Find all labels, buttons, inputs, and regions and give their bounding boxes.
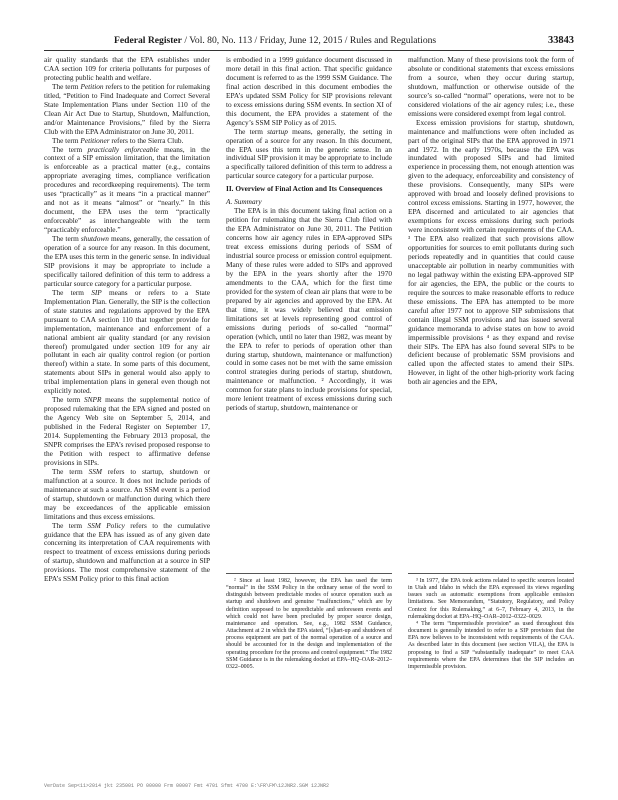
header-rule [44, 50, 574, 51]
defined-term: Petition [80, 81, 104, 91]
defined-term: startup [267, 126, 288, 136]
definition-lead: The term [52, 287, 92, 297]
defined-term: SIP [91, 287, 102, 297]
definition-lead: The term [52, 520, 88, 530]
defined-term: SSM Policy [87, 520, 125, 530]
definition-lead: The term [52, 81, 81, 91]
defined-term: SNPR [84, 395, 102, 405]
definition-text: means, generally, the setting in operation of a source for any reason. In this document, the EPA uses this term in the generic sense. In an individual SIP provision it may be appropriate to include a specifically tailored definition of this term to address a particular source category for a particular purpose. [226, 126, 392, 181]
footnote: ⁴ The term “impermissible provision” as used throughout this document is generally intended to refer to a SIP provision that the EPA now believes to be inconsistent with requirements of the CAA. As described later in this document (see section VII.A), the EPA is proposing to find a SIP “substantially inadequate” to meet CAA requirements where the EPA determines that the SIP includes an impermissible provision. [408, 620, 574, 670]
definition-paragraph [44, 289, 210, 396]
definition-paragraph [44, 468, 210, 522]
paragraph: air quality standards that the EPA establishes under CAA section 109 for criteria pollutants for purposes of protecting public health and welfare. [44, 55, 210, 82]
journal-title: Federal Register [114, 35, 182, 46]
definition-paragraph [44, 396, 210, 468]
definition-paragraph [44, 235, 210, 289]
summary-paragraph: The EPA is in this document taking final action on a petition for rulemaking that the Sierra Club filed with the EPA Administrator on June 30, 2011. The Petition concerns how air agency rules in EPA-approved SIPs treat excess emissions during periods of SSM of industrial source process or emission control equipment. Many of these rules were added to SIPs and approved by the EPA in the years shortly after the 1970 amendments to the CAA, which for the first time provided for the system of clean air plans that were to be prepared by air agencies and approved by the EPA. At that time, it was widely believed that emission limitations set at levels representing good control of emissions during periods of so-called “normal” operation (which, until no later than 1982, was meant by the EPA to refer to periods of operation other than during startup, shutdown, maintenance or malfunction) could in some cases not be met with the same emission control strategies during periods of startup, shutdown, maintenance or malfunction. ² Accordingly, it was common for state plans to include provisions for special, more lenient treatment of excess emissions during such periods of startup, shutdown, maintenance or [226, 206, 392, 413]
footnote: ² Since at least 1982, however, the EPA has used the term “normal” in the SSM Policy in the ordinary sense of the word to distinguish between predictable modes of source operation such as startup and shutdown and genuine “malfunctions,” which are by definition supposed to be unpredictable and unforeseen events and which could not have been precluded by proper source design, maintenance and operation. See, e.g., 1982 SSM Guidance, Attachment at 2 in which the EPA stated, “[s]tart-up and shutdown of process equipment are part of the normal operation of a source and should be accounted for in the design and implementation of the operating procedure for the process and control equipment.” The 1982 SSM Guidance is in the rulemaking docket at EPA–HQ–OAR–2012–0322–0005. [226, 578, 392, 670]
defined-term: practically enforceable [87, 144, 159, 154]
definition-paragraph [44, 522, 210, 585]
defined-term: SSM [88, 466, 102, 476]
definition-text: refers to the petition for rulemaking titled, “Petition to Find Inadequate and Correct Several State Implementation Plans under Section 110 of the Clean Air Act Due to Startup, Shutdown, Malfunction, and/or Maintenance Provisions,” filed by the Sierra Club with the EPA Administrator on June 30, 2011. [44, 81, 210, 136]
definition-lead: The term [52, 144, 88, 154]
footnotes-column-2 [226, 578, 392, 671]
defined-term: shutdown [80, 234, 109, 244]
definition-lead: The term [52, 234, 81, 244]
section-heading: II. Overview of Final Action and Its Consequences [226, 184, 383, 194]
column-1 [44, 56, 210, 584]
definition-paragraph [44, 83, 210, 137]
footnotes-column-3 [408, 578, 574, 671]
column-3 [408, 56, 574, 387]
page-number: 33843 [548, 35, 574, 46]
citation-line: / Vol. 80, No. 113 / Friday, June 12, 2015 / Rules and Regulations [181, 35, 437, 46]
definition-lead: The term [52, 135, 81, 145]
footnote-rule [226, 573, 392, 574]
column-2-definitions [226, 56, 392, 181]
definition-text: refers to the Sierra Club. [109, 135, 184, 145]
paragraph: Excess emission provisions for startup, shutdown, maintenance and malfunctions were often included as part of the original SIPs that the EPA approved in 1971 and 1972. In the early 1970s, because the EPA was inundated with proposed SIPs and had limited experience in processing them, not enough attention was given to the adequacy, enforceability and consistency of these provisions. Consequently, many SIPs were approved with broad and loosely defined provisions to control excess emissions. Starting in 1977, however, the EPA discerned and articulated to air agencies that exemptions for excess emissions during such periods were inconsistent with certain requirements of the CAA. ³ The EPA also realized that such provisions allow opportunities for sources to emit pollutants during such periods repeatedly and in quantities that could cause unacceptable air pollution in nearby communities with no legal pathway within the existing EPA-approved SIP for air agencies, the EPA, the public or the courts to require the sources to make reasonable efforts to reduce these emissions. The EPA has attempted to be more careful after 1977 not to approve SIP submissions that contain illegal SSM provisions and has issued several guidance memoranda to advise states on how to avoid impermissible provisions ⁴ as they expand and revise their SIPs. The EPA has also found several SIPs to be deficient because of problematic SSM provisions and called upon the affected states to amend their SIPs. However, in light of the other high-priority work facing both air agencies and the EPA, [408, 117, 574, 387]
defined-term: Petitioner [80, 135, 110, 145]
footnote: ³ In 1977, the EPA took actions related to specific sources located in Utah and Idaho in which the EPA expressed its views regarding issues such as automatic exemptions from applicable emission limitations. See Memorandum, “Statutory, Regulatory, and Policy Context for this Rulemaking,” at 6–7, February 4, 2013, in the rulemaking docket at EPA–HQ–OAR–2012–0322–0029. [408, 578, 574, 620]
column-2 [226, 56, 392, 413]
definition-paragraph [44, 146, 210, 236]
page-header [44, 34, 574, 48]
running-head [114, 34, 436, 48]
definition-paragraph [226, 128, 392, 182]
definition-lead: The term [234, 126, 268, 136]
definition-lead: The term [52, 395, 84, 405]
paragraph: is embodied in a 1999 guidance document discussed in more detail in this final action. That specific guidance document is referred to as the 1999 SSM Guidance. The final action described in this document embodies the EPA’s updated SSM Policy for SIP provisions relevant to excess emissions during SSM events. In section XI of this document, the EPA provides a statement of the Agency’s SSM SIP Policy as of 2015. [226, 55, 392, 127]
definition-text: means, generally, the cessation of operation of a source for any reason. In this document, the EPA uses this term in the generic sense. In individual SIP provisions it may be appropriate to include a specifically tailored definition of this term to address a particular source category for a particular purpose. [44, 234, 210, 288]
paragraph: malfunction. Many of these provisions took the form of absolute or conditional statements that excess emissions from a source, when they occur during startup, shutdown, malfunction or otherwise outside of the source’s so-called “normal” operations, were not to be considered violations of the air agency rules; i.e., these emissions were considered exempt from legal control. [408, 55, 574, 118]
document-id: VerDate Sep<11>2014 jkt 235001 PO 00000 Frm 00007 Fmt 4701 Sfmt 4700 E:\FR\FM\12JNR2.SGM 12JNR2 [44, 783, 330, 789]
definition-text: means, in the context of a SIP emission limitation, that the limitation is enforceable as a practical matter (e.g., contains appropriate averaging times, compliance verification procedures and recordkeeping requirements). The term uses “practically” as it means “in a practical manner” and not as it means “almost” or “nearly.” In this document, the EPA uses the term “practically enforceable” as interchangeable with the term “practicably enforceable.” [44, 144, 210, 235]
definition-lead: The term [52, 466, 89, 476]
definition-text: refers to startup, shutdown or malfunction at a source. It does not include periods of maintenance at such a source. An SSM event is a period of startup, shutdown or malfunction during which there may be exceedances of the applicable emission limitations and thus excess emissions. [44, 466, 210, 521]
footnote-rule [408, 573, 574, 574]
definition-text: means or refers to a State Implementation Plan. Generally, the SIP is the collection of state statutes and regulations approved by the EPA pursuant to CAA section 110 that together provide for implementation, maintenance and enforcement of a national ambient air quality standard (or any revision thereof) promulgated under section 109 for any air pollutant in each air quality control region (or portion thereof) within a state. In some parts of this document, statements about SIPs in general would also apply to tribal implementation plans in general even though not explicitly noted. [44, 287, 210, 396]
definition-text: means the supplemental notice of proposed rulemaking that the EPA signed and posted on the Agency Web site on September 5, 2014, and published in the Federal Register on September 17, 2014. Supplementing the February 2013 proposal, the SNPR comprises the EPA’s revised proposed response to the Petition with respect to affirmative defense provisions in SIPs. [44, 395, 210, 467]
definition-text: refers to the cumulative guidance that the EPA has issued as of any given date concerning its interpretation of CAA requirements with respect to treatment of excess emissions during periods of startup, shutdown and malfunction at a source in SIP provisions. The most comprehensive statement of the EPA’s SSM Policy prior to this final action [44, 520, 210, 584]
subsection-heading: A. Summary [226, 197, 262, 207]
